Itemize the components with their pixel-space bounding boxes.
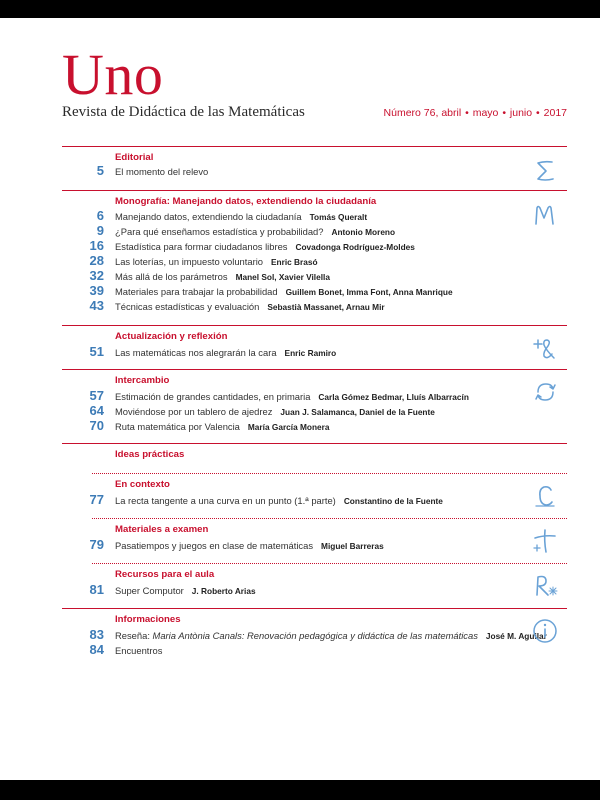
section-divider xyxy=(92,518,567,519)
issue-info xyxy=(384,107,567,119)
page-number: 70 xyxy=(89,418,104,433)
section-title: Informaciones xyxy=(115,614,181,625)
section-divider xyxy=(92,473,567,474)
article-title: ¿Para qué enseñamos estadística y probabilidad? Antonio Moreno xyxy=(115,226,396,237)
article-title: Super Computor J. Roberto Arias xyxy=(115,585,256,596)
author: J. Roberto Arias xyxy=(191,586,256,596)
section-title: Ideas prácticas xyxy=(115,449,185,460)
section-divider xyxy=(62,146,567,147)
section-title: Materiales a examen xyxy=(115,524,209,535)
page-number: 79 xyxy=(89,537,104,552)
article-title: Más allá de los parámetros Manel Sol, Xavier Vilella xyxy=(115,271,330,282)
article-title: Materiales para trabajar la probabilidad Guillem Bonet, Imma Font, Anna Manrique xyxy=(115,286,453,297)
section-title: En contexto xyxy=(115,479,170,490)
magazine-logo: Uno xyxy=(62,42,164,107)
page-number: 28 xyxy=(89,253,104,268)
bullet-separator: • xyxy=(465,107,469,119)
section-title: Intercambio xyxy=(115,375,170,386)
page-number: 6 xyxy=(96,208,104,223)
page-number: 64 xyxy=(89,403,104,418)
author: Enric Ramiro xyxy=(284,348,337,358)
article-title: La recta tangente a una curva en un punto (1.ª parte) Constantino de la Fuente xyxy=(115,495,443,506)
section-title: Recursos para el aula xyxy=(115,569,215,580)
toc-entry[interactable] xyxy=(0,584,600,599)
author: Antonio Moreno xyxy=(331,227,396,237)
page-number: 81 xyxy=(89,582,104,597)
section-divider xyxy=(62,608,567,609)
book-title: Maria Antònia Canals: Renovación pedagógica y didáctica de las matemáticas xyxy=(152,630,478,641)
toc-entry[interactable] xyxy=(0,644,600,659)
section-title: Actualización y reflexión xyxy=(115,331,228,342)
section-divider xyxy=(62,325,567,326)
toc-entry[interactable] xyxy=(0,420,600,435)
magazine-subtitle: Revista de Didáctica de las Matemáticas xyxy=(62,104,305,120)
section-title: Editorial xyxy=(115,152,154,163)
page-number: 84 xyxy=(89,642,104,657)
article-title: Reseña: Maria Antònia Canals: Renovación pedagógica y didáctica de las matemáticas José M. Aguilar xyxy=(115,630,547,641)
toc-entry[interactable] xyxy=(0,300,600,315)
section-divider xyxy=(62,190,567,191)
section-divider xyxy=(62,443,567,444)
author: Enric Brasó xyxy=(271,257,318,267)
article-title: Las matemáticas nos alegrarán la cara Enric Ramiro xyxy=(115,347,337,358)
page-number: 57 xyxy=(89,388,104,403)
article-title: Estadística para formar ciudadanos libres Covadonga Rodríguez-Moldes xyxy=(115,241,415,252)
script-m-icon xyxy=(530,200,560,230)
article-title: Encuentros xyxy=(115,645,163,656)
section-title: Monografía: Manejando datos, extendiendo la ciudadanía xyxy=(115,196,377,207)
page-number: 51 xyxy=(89,344,104,359)
author: José M. Aguilar xyxy=(485,631,547,641)
article-title: Estimación de grandes cantidades, en primaria Carla Gómez Bedmar, Lluís Albarracín xyxy=(115,391,469,402)
author: Tomás Queralt xyxy=(309,212,368,222)
section-divider xyxy=(92,563,567,564)
page-number: 39 xyxy=(89,283,104,298)
page-number: 32 xyxy=(89,268,104,283)
toc-entry[interactable] xyxy=(0,539,600,554)
issue-number: Número 76, abril xyxy=(383,107,462,119)
author: Guillem Bonet, Imma Font, Anna Manrique xyxy=(285,287,453,297)
toc-entry[interactable] xyxy=(0,165,600,180)
page-number: 16 xyxy=(89,238,104,253)
c-letter-icon xyxy=(530,481,560,511)
author: Covadonga Rodríguez-Moldes xyxy=(295,242,415,252)
issue-year: 2017 xyxy=(543,107,567,119)
author: Carla Gómez Bedmar, Lluís Albarracín xyxy=(318,392,469,402)
author: Juan J. Salamanca, Daniel de la Fuente xyxy=(280,407,435,417)
issue-month: mayo xyxy=(472,107,499,119)
page-number: 43 xyxy=(89,298,104,313)
r-star-icon xyxy=(530,571,560,601)
plus-cross-icon xyxy=(530,526,560,556)
toc-entry[interactable] xyxy=(0,210,600,225)
page-number: 77 xyxy=(89,492,104,507)
issue-month: junio xyxy=(509,107,533,119)
plus-ampersand-icon xyxy=(530,333,560,363)
article-title: Las loterías, un impuesto voluntario Enric Brasó xyxy=(115,256,318,267)
author: María García Monera xyxy=(247,422,330,432)
sigma-icon xyxy=(530,156,560,186)
page-number: 9 xyxy=(96,223,104,238)
article-title: Moviéndose por un tablero de ajedrez Juan J. Salamanca, Daniel de la Fuente xyxy=(115,406,435,417)
bullet-separator: • xyxy=(502,107,506,119)
author: Miguel Barreras xyxy=(321,541,384,551)
page xyxy=(0,18,600,780)
info-icon xyxy=(530,616,560,646)
bullet-separator: • xyxy=(536,107,540,119)
exchange-arrows-icon xyxy=(530,377,560,407)
author: Constantino de la Fuente xyxy=(343,496,443,506)
article-title: Técnicas estadísticas y evaluación Sebastià Massanet, Arnau Mir xyxy=(115,301,385,312)
toc-entry[interactable] xyxy=(0,494,600,509)
toc-entry[interactable] xyxy=(0,346,600,361)
page-number: 5 xyxy=(96,163,104,178)
article-title: Ruta matemática por Valencia María García Monera xyxy=(115,421,330,432)
author: Sebastià Massanet, Arnau Mir xyxy=(267,302,385,312)
article-title: Manejando datos, extendiendo la ciudadanía Tomás Queralt xyxy=(115,211,368,222)
article-title: El momento del relevo xyxy=(115,166,209,177)
article-title: Pasatiempos y juegos en clase de matemáticas Miguel Barreras xyxy=(115,540,384,551)
page-number: 83 xyxy=(89,627,104,642)
author: Manel Sol, Xavier Vilella xyxy=(235,272,330,282)
section-divider xyxy=(62,369,567,370)
